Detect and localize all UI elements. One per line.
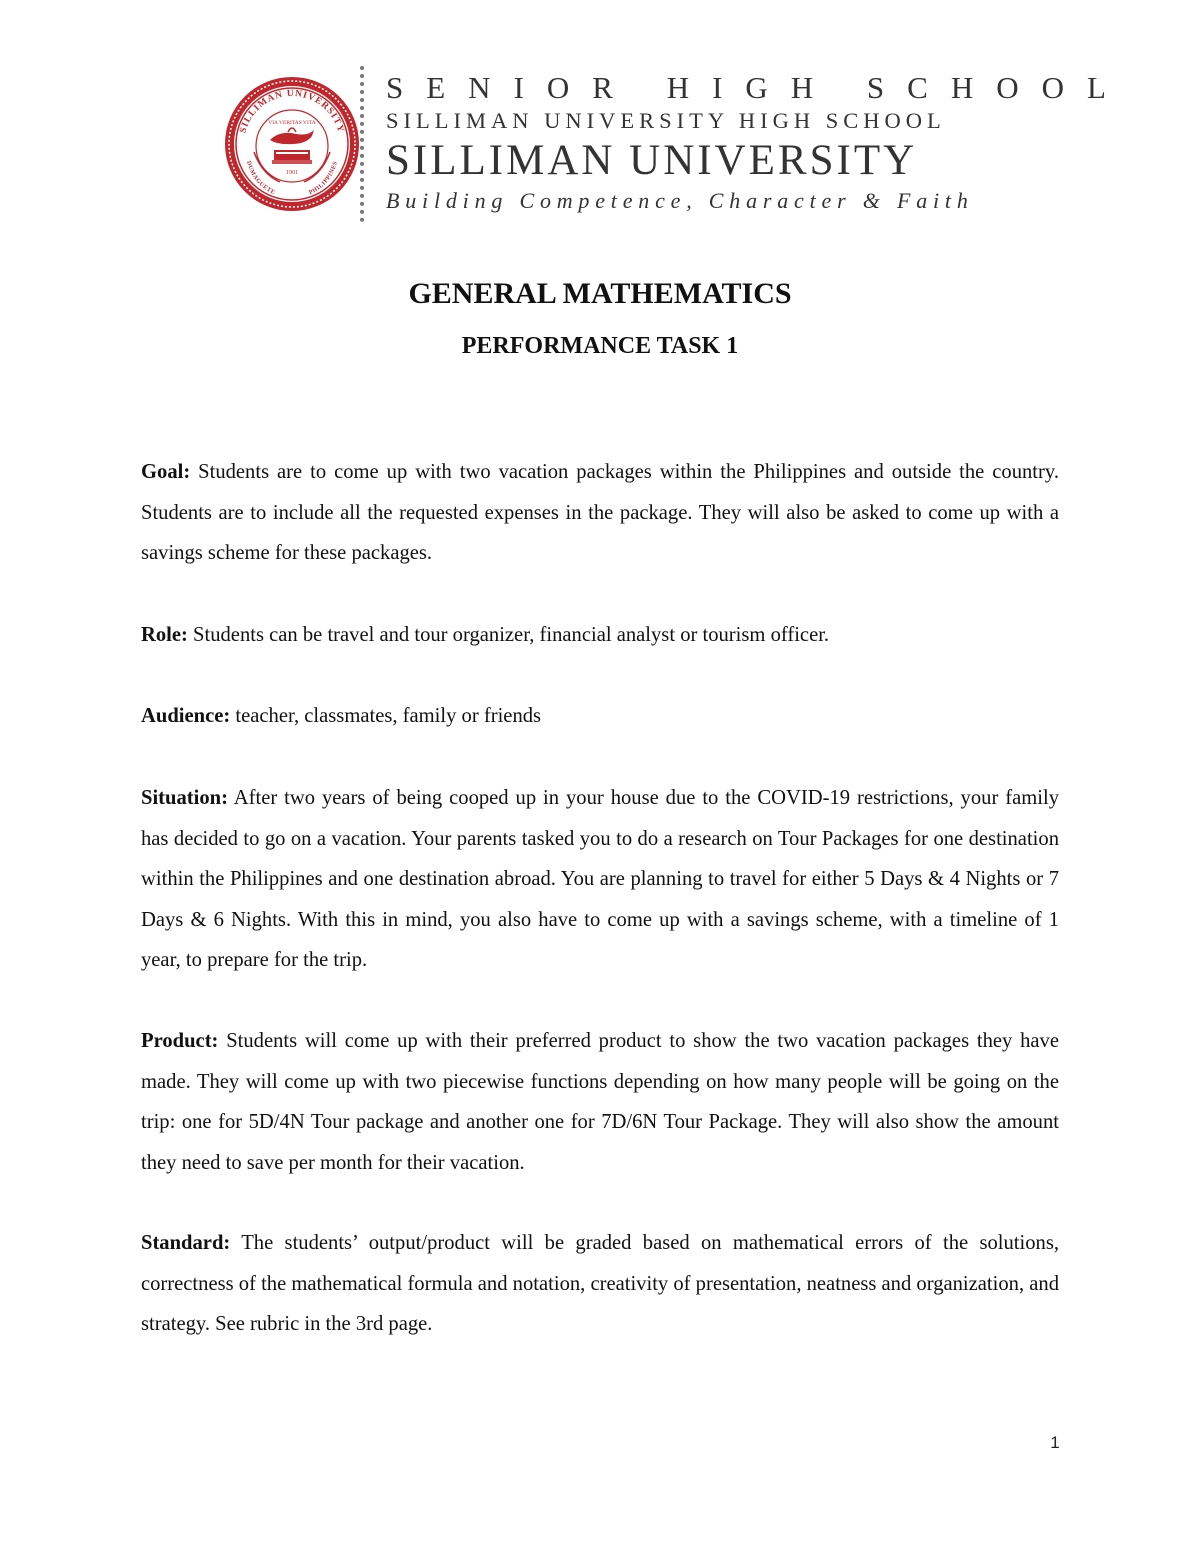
standard-text: The students’ output/product will be graded based on mathematical errors of the solutions, correctness of the mathematical formula and notation, creativity of presentation, neatness and organization, and strategy. See rubric in the 3rd page. [141, 1232, 1060, 1335]
university-seal-icon [222, 74, 362, 214]
seal-bottom-left-text: DUMAGUETE [244, 160, 276, 197]
role-text: Students can be travel and tour organizer, financial analyst or tourism officer. [187, 624, 830, 646]
role-paragraph [141, 615, 1059, 656]
university-name: SILLIMAN UNIVERSITY [386, 137, 918, 184]
audience-label: Audience: [141, 705, 231, 727]
page-title: GENERAL MATHEMATICS [408, 277, 792, 310]
seal-bottom-right-text: PHILIPPINES [308, 160, 339, 197]
product-paragraph [141, 1021, 1059, 1183]
university-tagline: Building Competence, Character & Faith [386, 188, 974, 213]
standard-paragraph [141, 1223, 1059, 1345]
seal-year: 1901 [286, 170, 298, 176]
standard-label: Standard: [141, 1232, 231, 1254]
goal-text: Students are to come up with two vacation packages within the Philippines and outside the country. Students are to include all the requested expenses in the package. They will also be asked to come up with a savings scheme for these packages. [141, 461, 1059, 564]
situation-text: After two years of being cooped up in your house due to the COVID-19 restrictions, your family has decided to go on a vacation. Your parents tasked you to do a research on Tour Packages for one destination within the Philippines and one destination abroad. You are planning to travel for either 5 Days & 4 Nights or 7 Days & 6 Nights. With this in mind, you also have to come up with a savings scheme, with a timeline of 1 year, to prepare for the trip. [141, 787, 1059, 971]
letterhead-text [386, 70, 1129, 216]
page-subtitle: PERFORMANCE TASK 1 [461, 333, 739, 359]
goal-label: Goal: [141, 461, 191, 483]
product-text: Students will come up with their preferred product to show the two vacation packages they have made. They will come up with two piecewise functions depending on how many people will be going on the trip: one for 5D/4N Tour package and another one for 7D/6N Tour Package. They will also show the amount they need to save per month for their vacation. [141, 1030, 1059, 1174]
role-label: Role: [141, 624, 188, 646]
product-label: Product: [141, 1030, 219, 1052]
audience-paragraph [141, 696, 1059, 737]
seal-top-text: SILLIMAN UNIVERSITY [238, 88, 346, 135]
header-divider [360, 66, 364, 222]
goal-paragraph [141, 452, 1059, 574]
high-school-heading: SILLIMAN UNIVERSITY HIGH SCHOOL [386, 108, 946, 133]
situation-paragraph [141, 778, 1059, 981]
page-number: 1 [1050, 1433, 1060, 1452]
seal-motto: VIA VERITAS VITA [268, 120, 316, 126]
letterhead [216, 64, 1129, 224]
senior-high-school-heading: SENIOR HIGH SCHOOL [386, 70, 1129, 105]
situation-label: Situation: [141, 787, 228, 809]
audience-text: teacher, classmates, family or friends [230, 705, 542, 727]
